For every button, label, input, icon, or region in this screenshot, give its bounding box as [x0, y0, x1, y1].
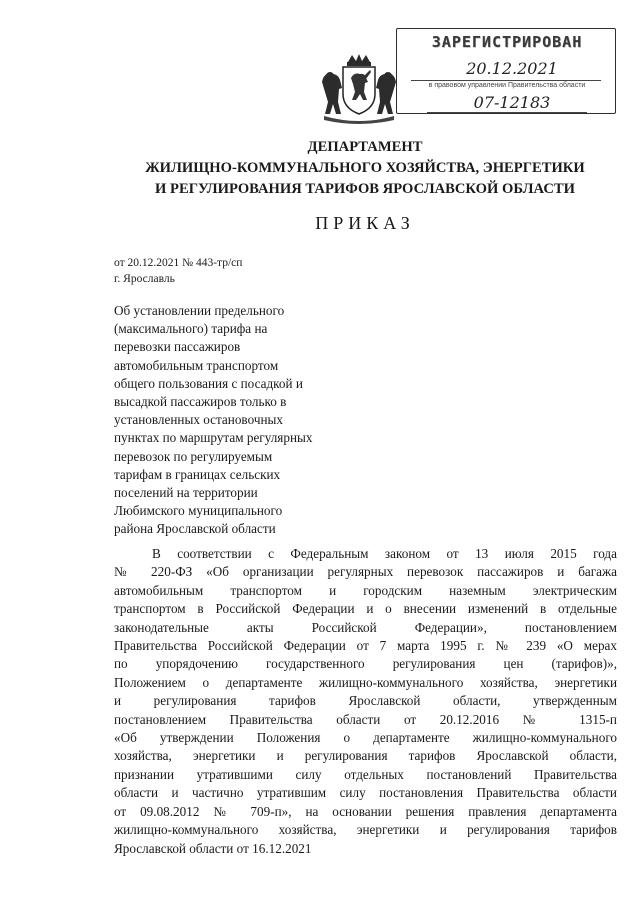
city: г. Ярославль [114, 273, 175, 285]
body-line: Положением о департаменте жилищно-коммунального хозяйства, энергетики [114, 674, 617, 690]
body-line: Ярославской области от 16.12.2021 [114, 840, 312, 856]
stamp-divider [411, 80, 601, 81]
body-line: признании утратившими силу отдельных постановлений Правительства [114, 766, 617, 782]
subject-line: автомобильным транспортом [114, 357, 279, 373]
subject-line: Об установлении предельного [114, 303, 285, 318]
body-line: хозяйства, энергетики и регулирования тарифов Ярославской области, [114, 748, 617, 764]
document-type: ПРИКАЗ [315, 213, 415, 233]
body-line: постановлением Правительства области от 20.12.2016 № 1315-п [114, 711, 617, 727]
body-line: автомобильным транспортом и городским наземным электрическим [114, 582, 617, 598]
stamp-title: ЗАРЕГИСТРИРОВАН [431, 33, 583, 51]
stamp-divider [427, 112, 587, 113]
coat-of-arms-icon [318, 52, 400, 128]
stamp-number: 07-12183 [473, 93, 551, 112]
department-title [70, 137, 640, 200]
subject-line: пунктах по маршрутам регулярных [114, 430, 313, 446]
subject-line: Любимского муниципального [114, 503, 283, 519]
body-line: В соответствии с Федеральным законом от 13 июля 2015 года [152, 546, 617, 561]
document-meta [114, 255, 242, 287]
body-line: № 220-ФЗ «Об организации регулярных перевозок пассажиров и багажа [114, 564, 617, 580]
stamp-note: в правовом управлении Правительства области [428, 82, 586, 89]
body-line: жилищно-коммунального хозяйства, энергетики и регулирования тарифов [114, 822, 617, 838]
department-title-line: И РЕГУЛИРОВАНИЯ ТАРИФОВ ЯРОСЛАВСКОЙ ОБЛАСТИ [155, 181, 575, 197]
stamp-date: 20.12.2021 [466, 59, 558, 78]
subject-line: тарифам в границах сельских [114, 466, 281, 482]
body-line: области и частично утратившим силу постановления Правительства области [114, 785, 617, 801]
subject-line: района Ярославской области [114, 521, 276, 537]
subject-line: перевозки пассажиров [114, 339, 241, 355]
body-line: по упорядочению государственного регулирования цен (тарифов)», [114, 656, 617, 672]
body-line: Правительства Российской Федерации от 7 марта 1995 г. № 239 «О мерах [114, 638, 617, 654]
subject-line: (максимального) тарифа на [114, 321, 268, 337]
preamble-paragraph [114, 545, 617, 858]
body-line: транспортом в Российской Федерации и о внесении изменений в отдельные [114, 601, 617, 617]
department-title-line: ДЕПАРТАМЕНТ [307, 139, 423, 155]
body-line: и регулирования тарифов Ярославской области, утвержденным [114, 693, 617, 709]
subject-line: установленных остановочных [114, 412, 283, 428]
registration-stamp [396, 28, 616, 114]
body-line: от 09.08.2012 № 709-п», на основании решения правления департамента [114, 803, 617, 819]
body-line: «Об утверждении Положения о департаменте жилищно-коммунального [114, 730, 617, 746]
department-title-line: ЖИЛИЩНО-КОММУНАЛЬНОГО ХОЗЯЙСТВА, ЭНЕРГЕТИКИ [145, 160, 585, 176]
subject-line: высадкой пассажиров только в [114, 394, 287, 410]
subject-line: перевозок по регулируемым [114, 448, 273, 464]
date-and-number: от 20.12.2021 № 443-тр/сп [114, 257, 243, 269]
subject-line: общего пользования с посадкой и [114, 375, 303, 391]
order-subject [114, 302, 374, 539]
body-line: законодательные акты Российской Федерации», постановлением [114, 619, 617, 635]
subject-line: поселений на территории [114, 485, 258, 501]
